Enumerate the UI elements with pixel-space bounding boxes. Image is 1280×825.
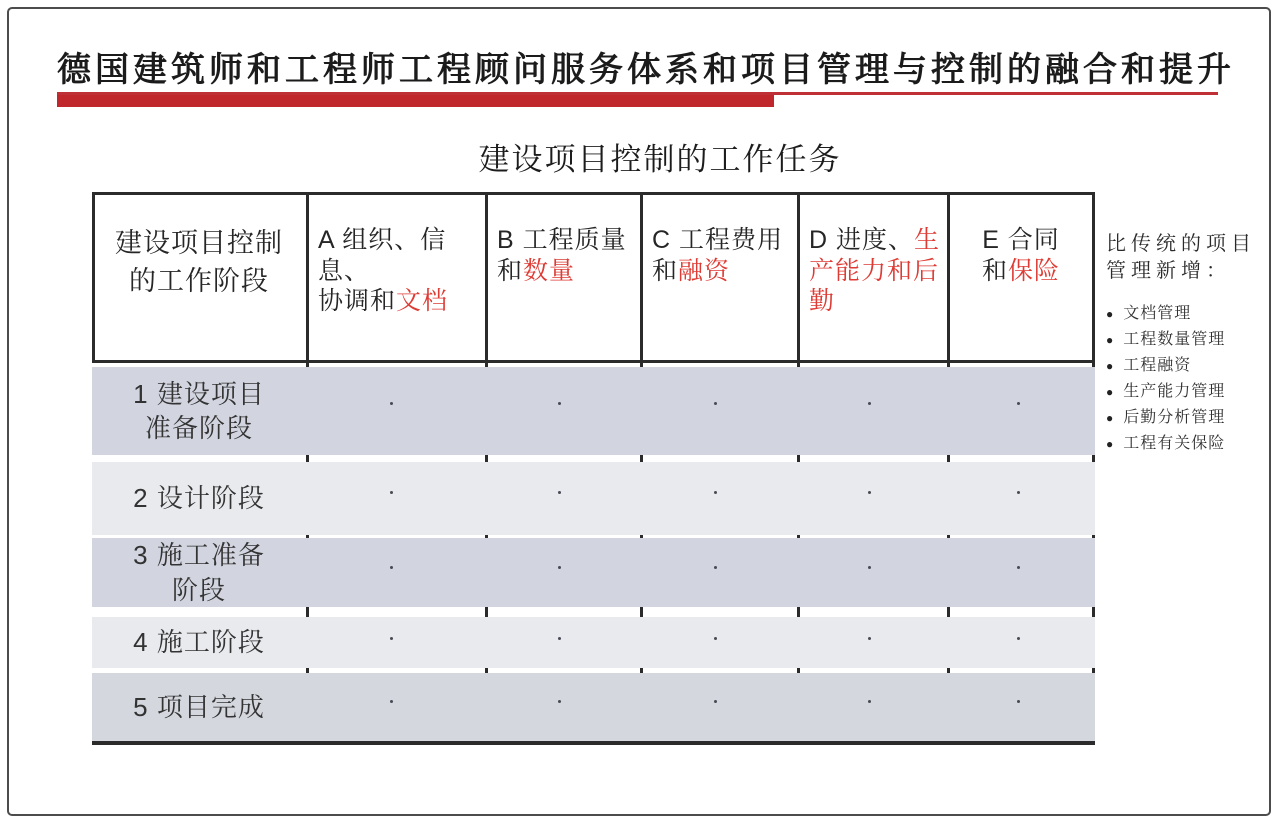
task-cell — [797, 462, 947, 535]
row-label: 2 设计阶段 — [92, 462, 306, 535]
table-title: 建设项目控制的工作任务 — [478, 142, 842, 177]
task-cell — [640, 617, 797, 668]
bullet-label: 工程有关保险 — [1123, 435, 1226, 452]
bullet-icon: ● — [1106, 333, 1115, 347]
bullet-label: 文档管理 — [1123, 305, 1192, 322]
cell-dot — [558, 402, 561, 405]
bullet-icon: ● — [1106, 437, 1115, 451]
row-phase-4 — [92, 617, 1095, 668]
task-cell — [306, 367, 485, 455]
row-phase-3 — [92, 538, 1095, 607]
task-cell — [306, 617, 485, 668]
bullet-item — [1106, 384, 1276, 400]
slide-title: 德国建筑师和工程师工程顾问服务体系和项目管理与控制的融合和提升 — [57, 51, 1235, 89]
task-cell — [947, 617, 1095, 668]
header-line: 和数量 — [497, 256, 576, 285]
header-line: E 合同 — [982, 226, 1060, 254]
bullet-item — [1106, 410, 1276, 426]
header-line: A 组织、信息、 — [318, 226, 447, 285]
cell-dot — [868, 700, 871, 703]
cell-dot — [390, 491, 393, 494]
cell-dot — [1017, 491, 1020, 494]
cell-dot — [714, 637, 717, 640]
header-task-a — [306, 195, 485, 360]
cell-dot — [714, 566, 717, 569]
header-task-b — [485, 195, 640, 360]
task-cell — [485, 462, 640, 535]
cell-dot — [558, 566, 561, 569]
cell-dot — [558, 491, 561, 494]
row-label: 5 项目完成 — [92, 673, 306, 741]
tasks-table — [92, 192, 1095, 745]
header-task-c — [640, 195, 797, 360]
task-cell — [797, 367, 947, 455]
bullet-item — [1106, 332, 1276, 348]
bullet-icon: ● — [1106, 359, 1115, 373]
header-line: 产能力和后 — [809, 256, 940, 285]
task-cell — [947, 538, 1095, 607]
table-header-row — [92, 195, 1095, 360]
task-cell — [306, 673, 485, 741]
cell-dot — [868, 402, 871, 405]
cell-dot — [1017, 566, 1020, 569]
task-cell — [947, 673, 1095, 741]
cell-dot — [714, 402, 717, 405]
row-phase-5 — [92, 673, 1095, 741]
row-phase-2 — [92, 462, 1095, 535]
header-line: D 进度、生 — [809, 226, 941, 254]
bullet-label: 工程融资 — [1123, 357, 1192, 374]
task-cell — [306, 462, 485, 535]
task-cell — [947, 367, 1095, 455]
task-cell — [485, 617, 640, 668]
row-label: 3 施工准备 阶段 — [92, 538, 306, 607]
header-line: 的工作阶段 — [129, 265, 269, 296]
cell-dot — [558, 700, 561, 703]
bullet-label: 工程数量管理 — [1123, 331, 1226, 348]
task-cell — [485, 673, 640, 741]
cell-dot — [868, 637, 871, 640]
cell-dot — [1017, 637, 1020, 640]
cell-dot — [1017, 700, 1020, 703]
cell-dot — [558, 637, 561, 640]
task-cell — [640, 538, 797, 607]
header-line: 和保险 — [981, 256, 1061, 285]
task-cell — [797, 673, 947, 741]
header-task-e — [947, 195, 1095, 360]
annotation-heading: 比传统的项目管理新增： — [1106, 233, 1256, 282]
table-bottom-border — [92, 741, 1095, 745]
row-phase-1 — [92, 367, 1095, 455]
cell-dot — [868, 566, 871, 569]
header-line: 和融资 — [652, 256, 731, 285]
header-line: C 工程费用 — [652, 226, 784, 254]
row-label: 4 施工阶段 — [92, 617, 306, 668]
cell-dot — [390, 566, 393, 569]
header-line: 勤 — [809, 287, 836, 315]
bullet-item — [1106, 436, 1276, 452]
table-body — [92, 363, 1095, 741]
header-line: 协调和文档 — [318, 287, 449, 315]
task-cell — [640, 462, 797, 535]
header-task-d — [797, 195, 947, 360]
bullet-icon: ● — [1106, 411, 1115, 425]
bullet-label: 后勤分析管理 — [1123, 409, 1226, 426]
bullet-item — [1106, 306, 1276, 322]
task-cell — [947, 462, 1095, 535]
cell-dot — [390, 402, 393, 405]
task-cell — [485, 367, 640, 455]
cell-dot — [868, 491, 871, 494]
header-line: B 工程质量 — [497, 226, 627, 254]
annotation-bullet-list — [1106, 306, 1276, 462]
bullet-icon: ● — [1106, 385, 1115, 399]
row-label: 1 建设项目 准备阶段 — [92, 367, 306, 455]
bullet-label: 生产能力管理 — [1123, 383, 1226, 400]
cell-dot — [390, 700, 393, 703]
cell-dot — [714, 700, 717, 703]
cell-dot — [390, 637, 393, 640]
task-cell — [485, 538, 640, 607]
bullet-icon: ● — [1106, 307, 1115, 321]
header-phase-column — [92, 195, 306, 360]
cell-dot — [1017, 402, 1020, 405]
task-cell — [797, 617, 947, 668]
bullet-item — [1106, 358, 1276, 374]
task-cell — [797, 538, 947, 607]
task-cell — [640, 673, 797, 741]
task-cell — [640, 367, 797, 455]
title-underline-bar — [57, 95, 774, 107]
header-line: 建设项目控制 — [115, 228, 283, 258]
task-cell — [306, 538, 485, 607]
cell-dot — [714, 491, 717, 494]
